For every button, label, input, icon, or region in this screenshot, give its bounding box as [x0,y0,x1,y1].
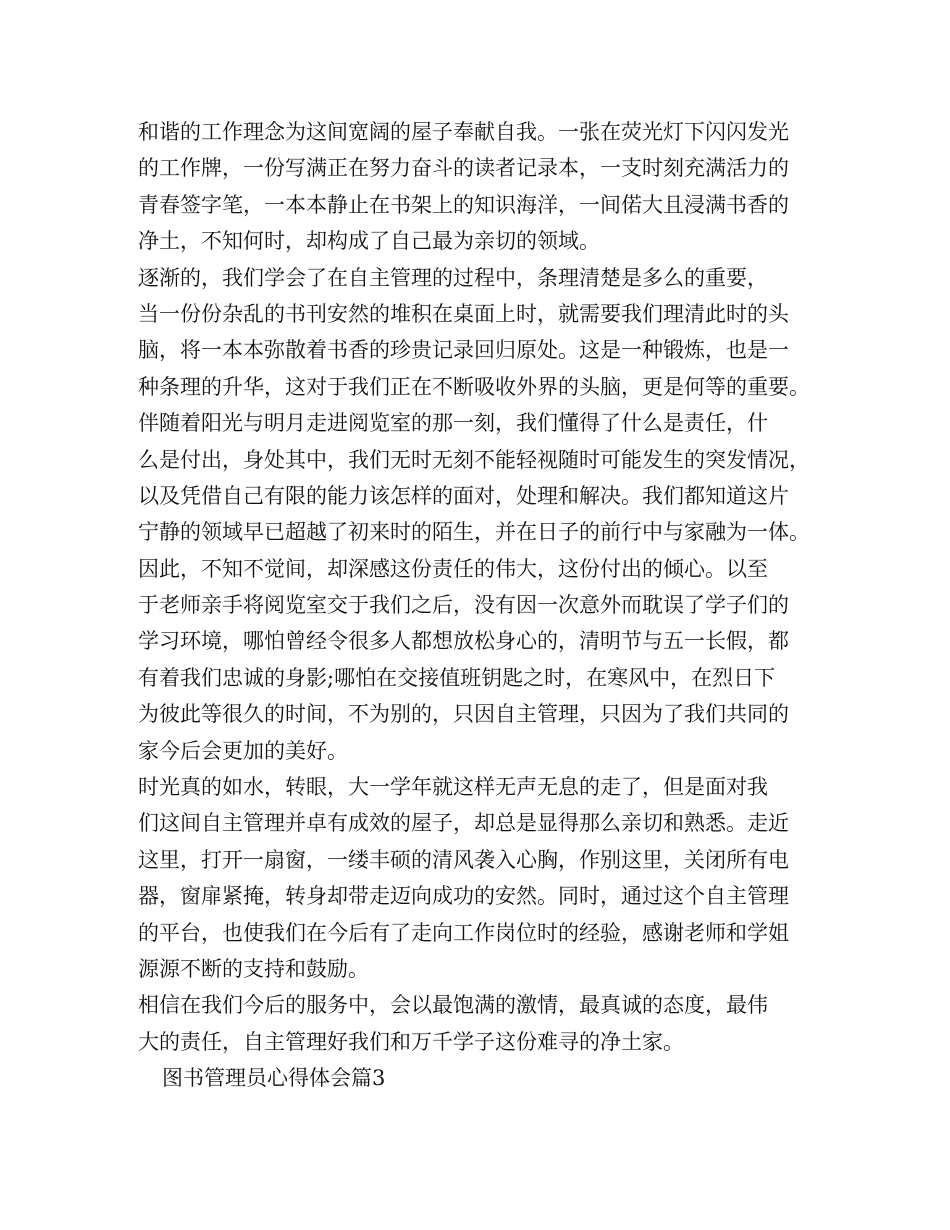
text-line: 这里，打开一扇窗，一缕丰硕的清风袭入心胸，作别这里，关闭所有电 [138,847,789,872]
text-line: 的平台，也使我们在今后有了走向工作岗位时的经验，感谢老师和学姐 [138,920,789,945]
text-line: 因此，不知不觉间，却深感这份责任的伟大，这份付出的倾心。以至 [138,556,768,581]
text-line: 宁静的领域早已超越了初来时的陌生，并在日子的前行中与家融为一体。 [138,520,810,545]
text-line: 青春签字笔，一本本静止在书架上的知识海洋，一间偌大且浸满书香的 [138,192,789,217]
text-line: 么是付出，身处其中，我们无时无刻不能轻视随时可能发生的突发情况， [138,447,810,472]
text-line: 逐渐的，我们学会了在自主管理的过程中，条理清楚是多么的重要， [138,265,768,290]
text-line: 为彼此等很久的时间，不为别的，只因自主管理，只因为了我们共同的 [138,702,789,727]
text-line: 脑，将一本本弥散着书香的珍贵记录回归原处。这是一种锻炼，也是一 [138,338,789,363]
document-body [138,114,828,1097]
text-line: 器，窗扉紧掩，转身却带走迈向成功的安然。同时，通过这个自主管理 [138,884,789,909]
text-line: 的工作牌，一份写满正在努力奋斗的读者记录本，一支时刻充满活力的 [138,156,789,181]
text-line: 相信在我们今后的服务中，会以最饱满的激情，最真诚的态度，最伟 [138,993,768,1018]
text-line: 们这间自主管理并卓有成效的屋子，却总是显得那么亲切和熟悉。走近 [138,811,789,836]
text-line: 当一份份杂乱的书刊安然的堆积在桌面上时，就需要我们理清此时的头 [138,301,789,326]
text-line: 以及凭借自己有限的能力该怎样的面对，处理和解决。我们都知道这片 [138,483,789,508]
text-line: 学习环境，哪怕曾经令很多人都想放松身心的，清明节与五一长假，都 [138,629,789,654]
text-line: 和谐的工作理念为这间宽阔的屋子奉献自我。一张在荧光灯下闪闪发光 [138,120,789,144]
text-line: 源源不断的支持和鼓励。 [138,956,369,981]
text-line: 家今后会更加的美好。 [138,738,348,763]
text-line: 有着我们忠诚的身影;哪怕在交接值班钥匙之时，在寒风中，在烈日下 [138,665,776,690]
text-line: 伴随着阳光与明月走进阅览室的那一刻，我们懂得了什么是责任，什 [138,411,768,436]
text-line: 种条理的升华，这对于我们正在不断吸收外界的头脑，更是何等的重要。 [138,374,810,399]
text-line: 时光真的如水，转眼，大一学年就这样无声无息的走了，但是面对我 [138,775,768,800]
text-line: 净土，不知何时，却构成了自己最为亲切的领域。 [138,229,600,254]
text-line: 大的责任，自主管理好我们和万千学子这份难寻的净土家。 [138,1029,684,1054]
section-heading: 图书管理员心得体会篇3 [162,1066,386,1091]
text-line: 于老师亲手将阅览室交于我们之后，没有因一次意外而耽误了学子们的 [138,593,789,618]
